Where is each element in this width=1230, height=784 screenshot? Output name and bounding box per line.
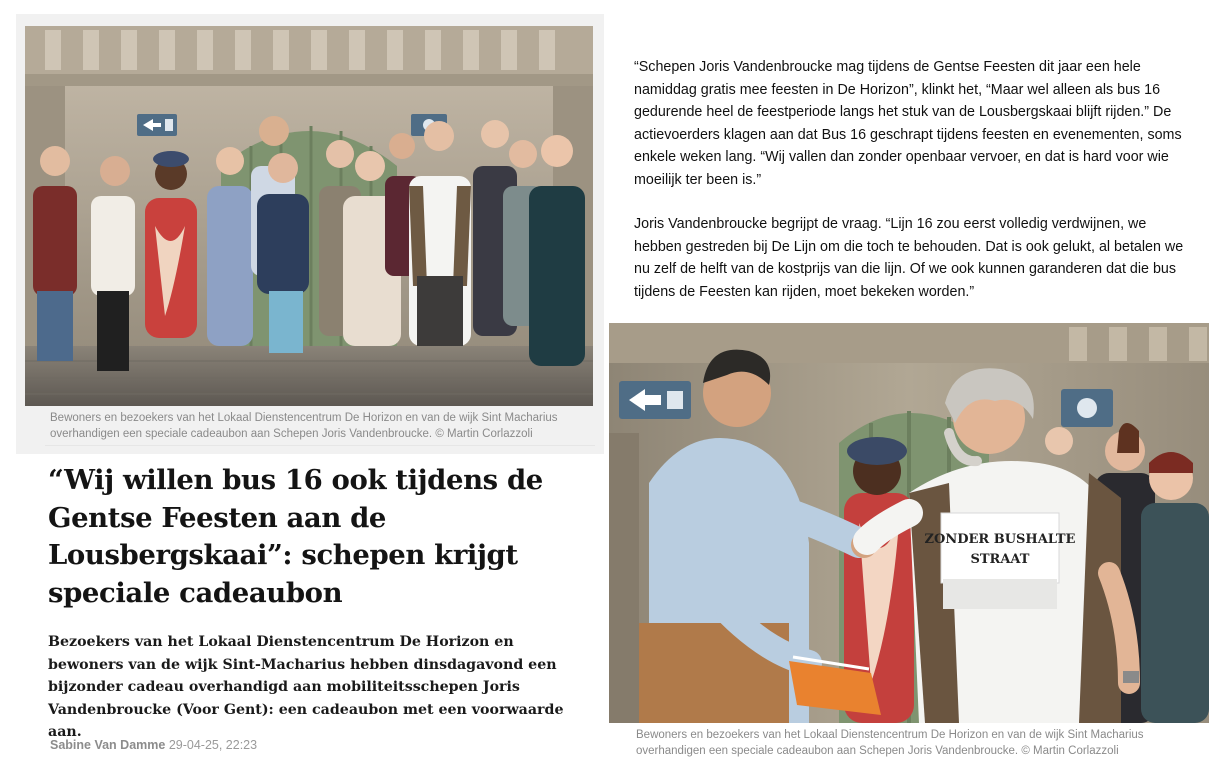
article-paragraph: Joris Vandenbroucke begrijpt de vraag. “Lijn 16 zou eerst volledig verdwijnen, we hebben gestreden bij De Lijn om die toch te behouden. Dat is ook gelukt, al betalen we nu zelf de helft van de kostprijs van die lijn. Of we ook kunnen garanderen dat die bus tijdens de Feesten kan rijden, moet bekeken worden.” xyxy=(634,216,1184,300)
handshake-photo-illustration xyxy=(609,323,1209,723)
author-name[interactable]: Sabine Van Damme xyxy=(50,738,166,752)
left-column xyxy=(0,0,600,784)
article-lead: Bezoekers van het Lokaal Dienstencentrum De Horizon en bewoners van de wijk Sint-Macharius hebben dinsdagavond een bijzonder cadeau overhandigd aan mobiliteitsschepen Joris Vandenbroucke (Voor Gent): een cadeaubon met een voorwaarde aan. xyxy=(48,634,564,740)
article-headline[interactable]: “Wij willen bus 16 ook tijdens de Gentse Feesten aan de Lousbergskaai”: schepen krijgt speciale cadeaubon xyxy=(48,464,543,609)
photo-caption: Bewoners en bezoekers van het Lokaal Dienstencentrum De Horizon en van de wijk Sint Macharius overhandigen een speciale cadeaubon aan Schepen Joris Vandenbroucke. © Martin Corlazzoli xyxy=(50,412,558,440)
photo-caption: Bewoners en bezoekers van het Lokaal Dienstencentrum De Horizon en van de wijk Sint Macharius overhandigen een speciale cadeaubon aan Schepen Joris Vandenbroucke. © Martin Corlazzoli xyxy=(636,729,1144,757)
group-photo-illustration xyxy=(25,26,593,406)
shirt-slogan-line-1: ZONDER BUSHALTE xyxy=(924,532,1076,547)
article-byline xyxy=(50,738,257,752)
shirt-slogan-line-2: STRAAT xyxy=(970,552,1030,567)
group-photo xyxy=(25,26,593,406)
caption-divider xyxy=(45,445,595,446)
article-paragraph: “Schepen Joris Vandenbroucke mag tijdens de Gentse Feesten dit jaar een hele namiddag gratis mee feesten in De Horizon”, klinkt het, “Maar wel alleen als bus 16 gedurende heel de feestperiode langs het stuk van de Lousbergskaai blijft rijden.” De actievoerders klagen aan dat Bus 16 geschrapt tijdens feesten en evenementen, soms enkele weken lang. “Wij vallen dan zonder openbaar vervoer, en dat is hard voor wie moeilijk ter been is.” xyxy=(634,59,1182,188)
handshake-photo xyxy=(609,323,1209,723)
publish-date: 29-04-25, 22:23 xyxy=(168,738,258,752)
